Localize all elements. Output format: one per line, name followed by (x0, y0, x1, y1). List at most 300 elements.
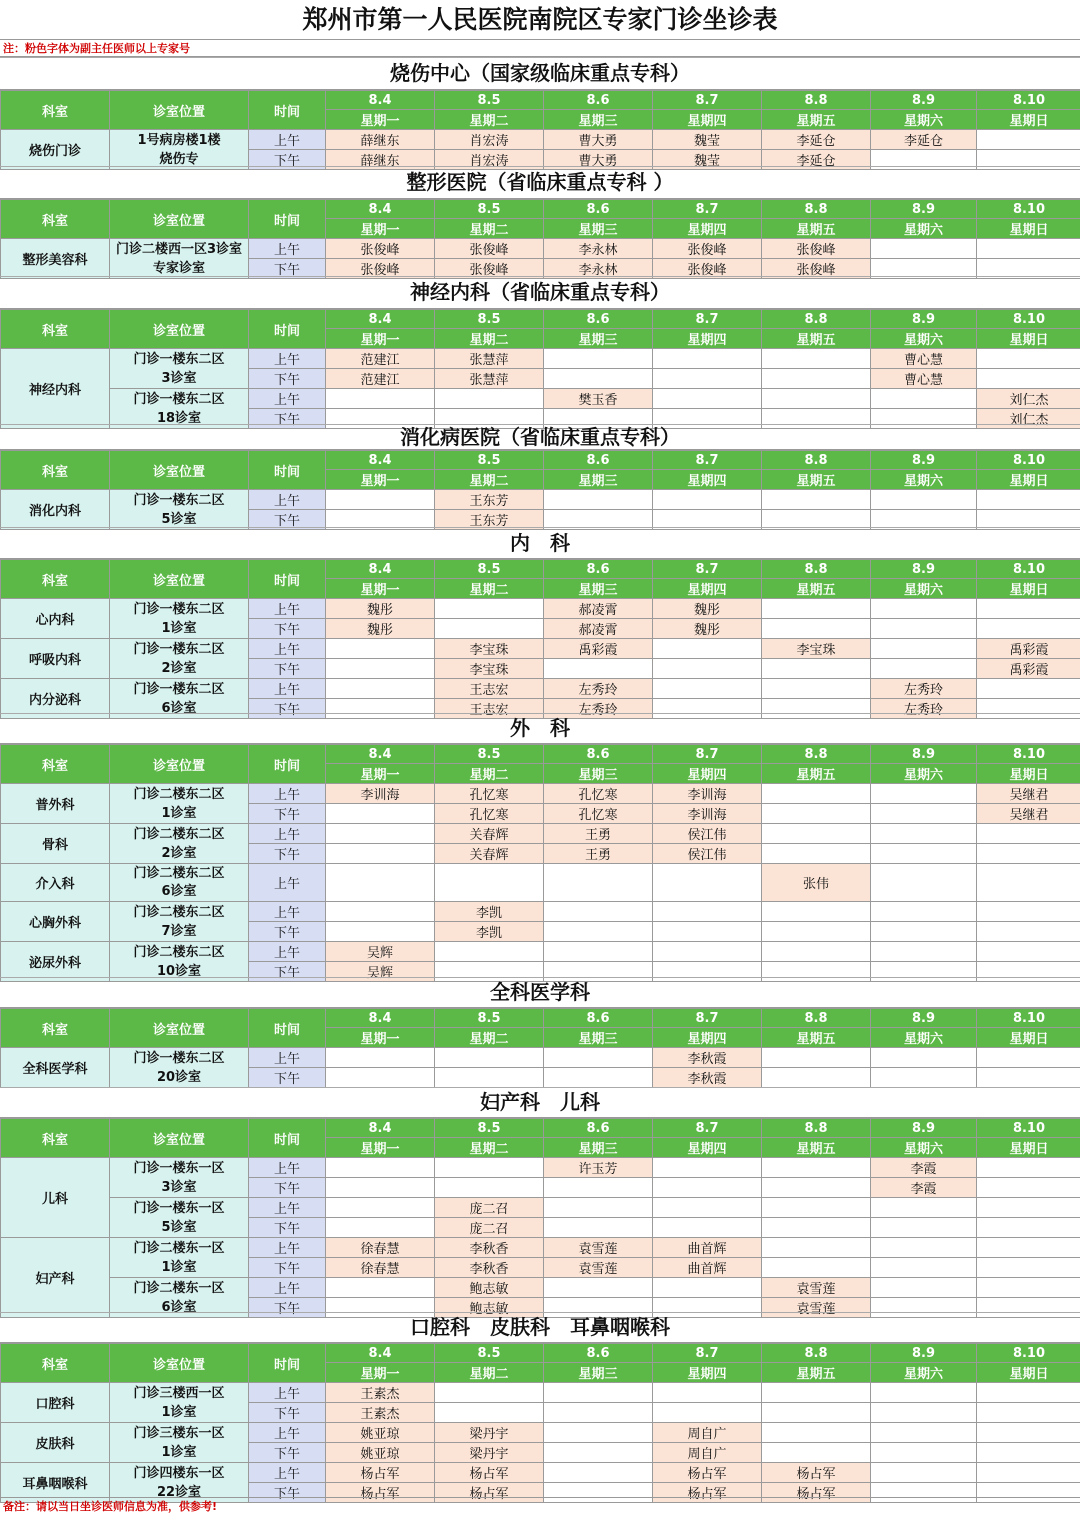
header-weekday: 星期一 (326, 1028, 435, 1048)
empty-cell (871, 902, 977, 922)
doctor-cell: 鲍志敏 (435, 1278, 544, 1298)
empty-cell (544, 1198, 653, 1218)
header-dept: 科室 (1, 1344, 110, 1383)
empty-cell (762, 1158, 871, 1178)
schedule-row (1, 1423, 1080, 1443)
schedule-table (0, 1118, 1080, 1318)
time-slot: 下午 (249, 510, 326, 530)
dept-name: 全科医学科 (1, 1048, 110, 1088)
room-location-lines (110, 1279, 248, 1317)
room-location-lines (110, 1049, 248, 1087)
header-row (1, 310, 1080, 329)
header-weekday: 星期五 (762, 1363, 871, 1383)
time-slot: 下午 (249, 1068, 326, 1088)
empty-cell (871, 844, 977, 864)
room-location-line2: 2诊室 (161, 845, 197, 861)
header-date: 8.5 (435, 310, 544, 329)
empty-cell (544, 1463, 653, 1483)
empty-cell (977, 619, 1080, 639)
header-date: 8.8 (762, 560, 871, 579)
doctor-cell: 李霞 (871, 1178, 977, 1198)
empty-cell (435, 1048, 544, 1068)
empty-cell (544, 1443, 653, 1463)
header-date: 8.5 (435, 91, 544, 110)
room-location-line2: 1诊室 (161, 1444, 197, 1460)
header-location: 诊室位置 (110, 745, 249, 784)
header-weekday: 星期日 (977, 470, 1080, 490)
doctor-cell: 庞二召 (435, 1198, 544, 1218)
room-location-line1: 门诊二楼东二区 (133, 826, 225, 842)
doctor-cell: 张慧萍 (435, 349, 544, 369)
header-date: 8.9 (871, 200, 977, 219)
room-location-lines (110, 825, 248, 863)
doctor-cell: 周自广 (653, 1423, 762, 1443)
header-weekday: 星期二 (435, 110, 544, 130)
doctor-cell: 侯江伟 (653, 824, 762, 844)
header-date: 8.8 (762, 745, 871, 764)
room-location-line2: 6诊室 (161, 1299, 197, 1315)
doctor-cell: 王素杰 (326, 1403, 435, 1423)
doctor-cell: 张俊峰 (653, 239, 762, 259)
room-location-line1: 门诊三楼西一区 (133, 1385, 225, 1401)
header-time: 时间 (249, 560, 326, 599)
header-weekday: 星期六 (871, 219, 977, 239)
header-weekday: 星期二 (435, 579, 544, 599)
doctor-cell: 杨占军 (653, 1463, 762, 1483)
empty-cell (977, 1178, 1080, 1198)
room-location-line1: 门诊二楼西一区3诊室 (115, 241, 243, 257)
header-date: 8.8 (762, 1119, 871, 1138)
header-date: 8.7 (653, 91, 762, 110)
doctor-cell: 关春辉 (435, 824, 544, 844)
empty-cell (653, 659, 762, 679)
room-location-line2: 5诊室 (161, 1219, 197, 1235)
header-date: 8.7 (653, 451, 762, 470)
time-slot: 下午 (249, 1218, 326, 1238)
header-weekday: 星期日 (977, 1138, 1080, 1158)
empty-cell (762, 679, 871, 699)
header-date: 8.9 (871, 745, 977, 764)
empty-cell (762, 659, 871, 679)
header-weekday: 星期日 (977, 764, 1080, 784)
doctor-cell: 姚亚琼 (326, 1423, 435, 1443)
doctor-cell: 范建江 (326, 349, 435, 369)
empty-cell (762, 1443, 871, 1463)
empty-cell (871, 942, 977, 962)
empty-cell (326, 1158, 435, 1178)
header-weekday: 星期六 (871, 1028, 977, 1048)
header-date: 8.4 (326, 1009, 435, 1028)
header-date: 8.10 (977, 200, 1080, 219)
empty-cell (977, 1048, 1080, 1068)
header-date: 8.6 (544, 91, 653, 110)
time-slot: 下午 (249, 1443, 326, 1463)
header-row (1, 560, 1080, 579)
time-slot: 上午 (249, 1423, 326, 1443)
empty-cell (762, 1423, 871, 1443)
empty-cell (871, 1258, 977, 1278)
schedule-table (0, 744, 1080, 982)
header-time: 时间 (249, 1344, 326, 1383)
empty-cell (653, 1198, 762, 1218)
empty-cell (977, 1068, 1080, 1088)
empty-cell (544, 659, 653, 679)
header-dept: 科室 (1, 1009, 110, 1048)
empty-cell (871, 824, 977, 844)
room-location-line2: 7诊室 (161, 923, 197, 939)
header-dept: 科室 (1, 1119, 110, 1158)
time-slot: 下午 (249, 804, 326, 824)
empty-cell (326, 490, 435, 510)
empty-cell (977, 864, 1080, 902)
empty-cell (544, 1423, 653, 1443)
time-slot: 下午 (249, 619, 326, 639)
header-weekday: 星期四 (653, 764, 762, 784)
header-date: 8.5 (435, 560, 544, 579)
empty-cell (977, 1423, 1080, 1443)
empty-cell (762, 1383, 871, 1403)
empty-cell (871, 490, 977, 510)
room-location-line1: 门诊四楼东一区 (133, 1465, 225, 1481)
doctor-cell: 周自广 (653, 1443, 762, 1463)
time-slot: 下午 (249, 1178, 326, 1198)
doctor-cell: 李延仓 (871, 130, 977, 150)
room-location-line2: 1诊室 (161, 1259, 197, 1275)
room-location-lines (110, 491, 248, 529)
header-weekday: 星期二 (435, 329, 544, 349)
room-location-line1: 门诊一楼东一区 (133, 1200, 225, 1216)
empty-cell (653, 349, 762, 369)
room-location (110, 239, 249, 279)
doctor-cell: 李延仓 (762, 150, 871, 170)
time-slot: 上午 (249, 1198, 326, 1218)
room-location (110, 824, 249, 864)
doctor-cell: 袁雪莲 (544, 1238, 653, 1258)
doctor-cell: 张俊峰 (762, 259, 871, 279)
doctor-cell: 袁雪莲 (544, 1258, 653, 1278)
doctor-cell: 关春辉 (435, 844, 544, 864)
doctor-cell: 曹大勇 (544, 130, 653, 150)
header-weekday: 星期三 (544, 329, 653, 349)
doctor-cell: 王东芳 (435, 490, 544, 510)
room-location-line1: 1号病房楼1楼 (137, 132, 221, 148)
header-date: 8.9 (871, 91, 977, 110)
header-weekday: 星期四 (653, 110, 762, 130)
schedule-table (0, 90, 1080, 170)
header-date: 8.8 (762, 451, 871, 470)
header-date: 8.7 (653, 1344, 762, 1363)
specialist-note: 注：粉色字体为副主任医师以上专家号 (0, 40, 1080, 57)
section-title: 消化病医院（省临床重点专科） (0, 424, 1080, 450)
doctor-cell: 曲首辉 (653, 1258, 762, 1278)
doctor-cell: 魏彤 (326, 599, 435, 619)
room-location-line1: 门诊一楼东一区 (133, 1160, 225, 1176)
room-location-line1: 门诊一楼东二区 (133, 681, 225, 697)
schedule-row (1, 679, 1080, 699)
doctor-cell: 徐春慧 (326, 1238, 435, 1258)
dept-name: 口腔科 (1, 1383, 110, 1423)
empty-cell (653, 490, 762, 510)
header-date: 8.9 (871, 1119, 977, 1138)
time-slot: 上午 (249, 679, 326, 699)
header-date: 8.7 (653, 745, 762, 764)
room-location-line1: 门诊二楼东二区 (133, 865, 225, 881)
doctor-cell: 魏彤 (653, 619, 762, 639)
empty-cell (326, 389, 435, 409)
doctor-cell: 孔忆寒 (435, 804, 544, 824)
empty-cell (762, 1403, 871, 1423)
room-location-lines (110, 785, 248, 823)
empty-cell (977, 902, 1080, 922)
doctor-cell: 左秀玲 (871, 699, 977, 719)
doctor-cell: 李秋霞 (653, 1068, 762, 1088)
empty-cell (326, 1178, 435, 1198)
doctor-cell: 袁雪莲 (762, 1278, 871, 1298)
empty-cell (653, 864, 762, 902)
header-row (1, 1344, 1080, 1363)
header-location: 诊室位置 (110, 1344, 249, 1383)
empty-cell (977, 1238, 1080, 1258)
empty-cell (977, 1158, 1080, 1178)
room-location-lines (110, 600, 248, 638)
empty-cell (977, 369, 1080, 389)
empty-cell (977, 942, 1080, 962)
empty-cell (762, 1068, 871, 1088)
header-row (1, 200, 1080, 219)
header-dept: 科室 (1, 91, 110, 130)
header-weekday: 星期一 (326, 470, 435, 490)
header-date: 8.4 (326, 451, 435, 470)
room-location-line2: 烧伤专 (159, 151, 199, 167)
empty-cell (544, 1278, 653, 1298)
header-row (1, 91, 1080, 110)
header-date: 8.5 (435, 200, 544, 219)
empty-cell (653, 1218, 762, 1238)
doctor-cell: 侯江伟 (653, 844, 762, 864)
empty-cell (544, 942, 653, 962)
header-time: 时间 (249, 310, 326, 349)
header-time: 时间 (249, 200, 326, 239)
header-weekday: 星期三 (544, 110, 653, 130)
doctor-cell: 孔忆寒 (435, 784, 544, 804)
empty-cell (326, 1198, 435, 1218)
doctor-cell: 杨占军 (762, 1483, 871, 1503)
empty-cell (435, 942, 544, 962)
empty-cell (762, 1178, 871, 1198)
empty-cell (326, 922, 435, 942)
doctor-cell: 李凯 (435, 902, 544, 922)
empty-cell (435, 1403, 544, 1423)
time-slot: 下午 (249, 1298, 326, 1318)
time-slot: 下午 (249, 150, 326, 170)
header-time: 时间 (249, 1119, 326, 1158)
time-slot: 下午 (249, 699, 326, 719)
doctor-cell: 魏彤 (326, 619, 435, 639)
empty-cell (762, 1238, 871, 1258)
time-slot: 下午 (249, 659, 326, 679)
header-location: 诊室位置 (110, 1009, 249, 1048)
empty-cell (326, 824, 435, 844)
empty-cell (435, 599, 544, 619)
header-date: 8.6 (544, 745, 653, 764)
time-slot: 上午 (249, 1278, 326, 1298)
empty-cell (653, 922, 762, 942)
header-date: 8.5 (435, 745, 544, 764)
doctor-cell: 禹彩霞 (544, 639, 653, 659)
header-row (1, 1119, 1080, 1138)
header-date: 8.10 (977, 1009, 1080, 1028)
header-weekday: 星期六 (871, 1138, 977, 1158)
schedule-table (0, 450, 1080, 530)
empty-cell (871, 659, 977, 679)
header-date: 8.6 (544, 1009, 653, 1028)
doctor-cell: 李永林 (544, 239, 653, 259)
header-dept: 科室 (1, 451, 110, 490)
header-weekday: 星期一 (326, 110, 435, 130)
header-weekday: 星期二 (435, 470, 544, 490)
time-slot: 上午 (249, 864, 326, 902)
time-slot: 上午 (249, 389, 326, 409)
room-location (110, 130, 249, 170)
schedule-row (1, 942, 1080, 962)
empty-cell (871, 784, 977, 804)
schedule-row (1, 349, 1080, 369)
header-weekday: 星期二 (435, 219, 544, 239)
doctor-cell: 杨占军 (435, 1483, 544, 1503)
empty-cell (762, 599, 871, 619)
room-location-line2: 1诊室 (161, 805, 197, 821)
doctor-cell: 薛继东 (326, 150, 435, 170)
empty-cell (435, 864, 544, 902)
header-weekday: 星期三 (544, 764, 653, 784)
empty-cell (871, 922, 977, 942)
empty-cell (435, 389, 544, 409)
doctor-cell: 李秋香 (435, 1238, 544, 1258)
doctor-cell: 刘仁杰 (977, 389, 1080, 409)
room-location (110, 599, 249, 639)
time-slot: 上午 (249, 239, 326, 259)
time-slot: 上午 (249, 1383, 326, 1403)
room-location-lines (110, 1159, 248, 1197)
doctor-cell: 左秀玲 (871, 679, 977, 699)
header-weekday: 星期五 (762, 1028, 871, 1048)
header-time: 时间 (249, 91, 326, 130)
header-date: 8.4 (326, 1119, 435, 1138)
time-slot: 下午 (249, 922, 326, 942)
schedule-row (1, 1048, 1080, 1068)
schedule-row (1, 130, 1080, 150)
empty-cell (762, 349, 871, 369)
empty-cell (977, 1383, 1080, 1403)
empty-cell (871, 599, 977, 619)
time-slot: 上午 (249, 784, 326, 804)
room-location-lines (110, 943, 248, 981)
room-location-line1: 门诊一楼东二区 (133, 601, 225, 617)
time-slot: 上午 (249, 349, 326, 369)
empty-cell (762, 784, 871, 804)
empty-cell (871, 1068, 977, 1088)
doctor-cell: 张俊峰 (435, 259, 544, 279)
empty-cell (977, 1278, 1080, 1298)
doctor-cell: 曹心慧 (871, 369, 977, 389)
empty-cell (762, 619, 871, 639)
room-location (110, 942, 249, 982)
empty-cell (871, 1423, 977, 1443)
header-date: 8.5 (435, 1119, 544, 1138)
empty-cell (871, 1198, 977, 1218)
doctor-cell: 王志宏 (435, 679, 544, 699)
empty-cell (544, 864, 653, 902)
room-location-lines (110, 350, 248, 388)
doctor-cell: 禹彩霞 (977, 659, 1080, 679)
doctor-cell: 李永林 (544, 259, 653, 279)
header-weekday: 星期四 (653, 579, 762, 599)
empty-cell (544, 1178, 653, 1198)
header-weekday: 星期六 (871, 764, 977, 784)
time-slot: 上午 (249, 824, 326, 844)
schedule-table (0, 1343, 1080, 1503)
room-location (110, 1423, 249, 1463)
header-weekday: 星期一 (326, 219, 435, 239)
header-date: 8.8 (762, 310, 871, 329)
dept-name: 心内科 (1, 599, 110, 639)
room-location-line1: 门诊一楼东二区 (133, 492, 225, 508)
room-location (110, 490, 249, 530)
dept-name: 普外科 (1, 784, 110, 824)
header-weekday: 星期五 (762, 470, 871, 490)
header-date: 8.8 (762, 91, 871, 110)
empty-cell (871, 1238, 977, 1258)
doctor-cell: 杨占军 (326, 1463, 435, 1483)
header-date: 8.10 (977, 1344, 1080, 1363)
time-slot: 下午 (249, 369, 326, 389)
section-title: 内 科 (0, 527, 1080, 559)
header-weekday: 星期六 (871, 579, 977, 599)
empty-cell (977, 1258, 1080, 1278)
empty-cell (435, 1383, 544, 1403)
schedule-row (1, 1278, 1080, 1298)
header-date: 8.6 (544, 451, 653, 470)
doctor-cell: 李延仓 (762, 130, 871, 150)
empty-cell (326, 1068, 435, 1088)
header-date: 8.9 (871, 1009, 977, 1028)
empty-cell (977, 1443, 1080, 1463)
doctor-cell: 李宝珠 (435, 639, 544, 659)
header-weekday: 星期六 (871, 470, 977, 490)
empty-cell (544, 1403, 653, 1423)
empty-cell (871, 1218, 977, 1238)
header-weekday: 星期四 (653, 470, 762, 490)
dept-name: 消化内科 (1, 490, 110, 530)
empty-cell (326, 1278, 435, 1298)
empty-cell (544, 922, 653, 942)
doctor-cell: 魏莹 (653, 150, 762, 170)
empty-cell (544, 902, 653, 922)
header-weekday: 星期三 (544, 1363, 653, 1383)
empty-cell (762, 369, 871, 389)
schedule-table (0, 1008, 1080, 1088)
room-location-line1: 门诊一楼东二区 (133, 1050, 225, 1066)
empty-cell (653, 389, 762, 409)
room-location-line2: 1诊室 (161, 1404, 197, 1420)
time-slot: 上午 (249, 1048, 326, 1068)
room-location-line1: 门诊一楼东二区 (133, 351, 225, 367)
doctor-cell: 李凯 (435, 922, 544, 942)
doctor-cell: 许玉芳 (544, 1158, 653, 1178)
doctor-cell: 鲍志敏 (435, 1298, 544, 1318)
room-location-lines (110, 390, 248, 428)
header-location: 诊室位置 (110, 560, 249, 599)
